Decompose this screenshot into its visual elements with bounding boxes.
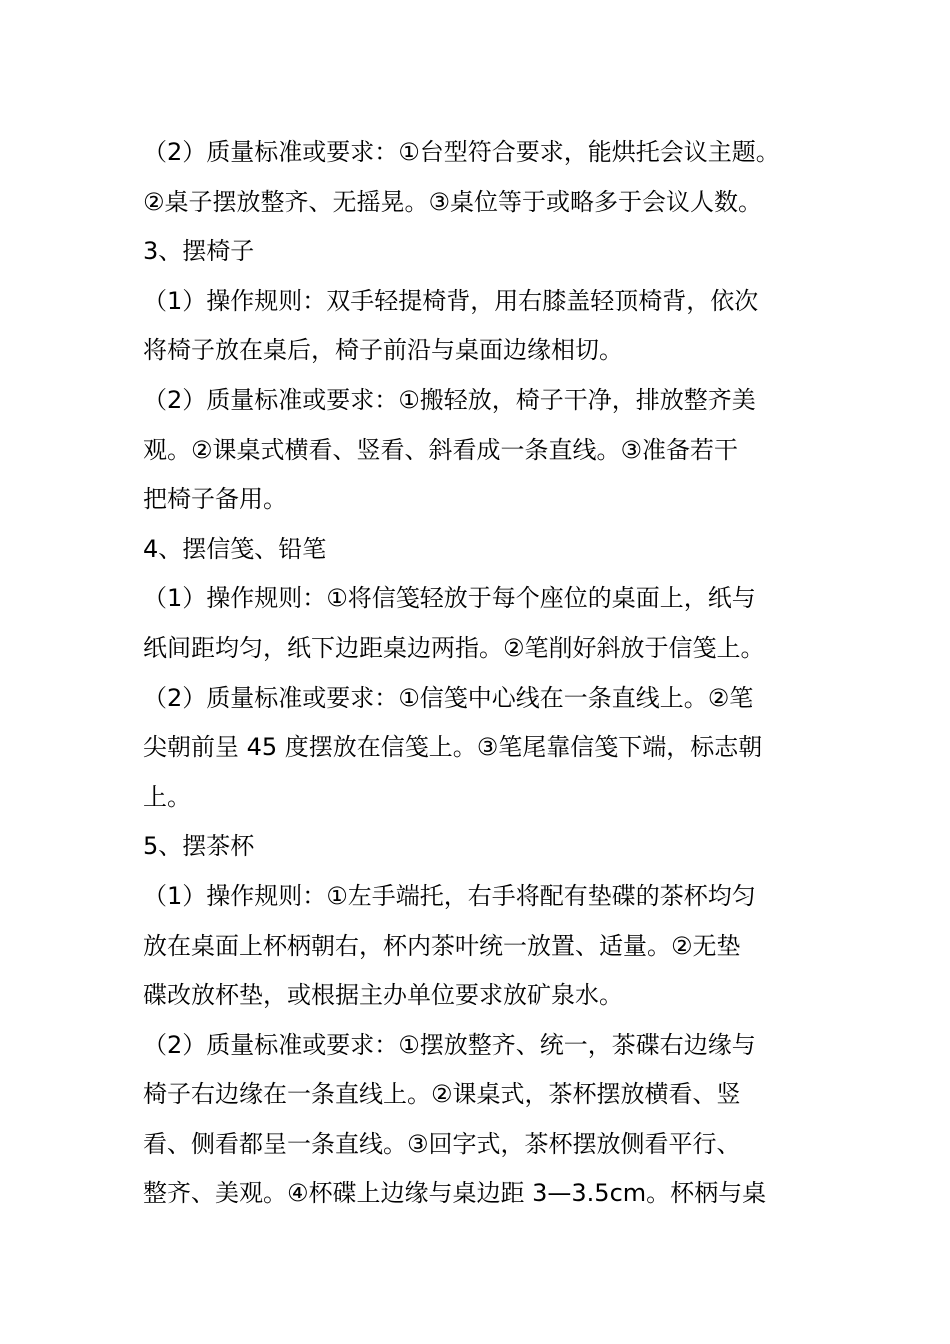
text-line: （2）质量标准或要求：①台型符合要求，能烘托会议主题。 (143, 138, 780, 166)
text-line: （2）质量标准或要求：①搬轻放，椅子干净，排放整齐美 (143, 385, 756, 414)
text-line: 碟改放杯垫，或根据主办单位要求放矿泉水。 (143, 981, 623, 1010)
text-line: 椅子右边缘在一条直线上。②课桌式，茶杯摆放横看、竖 (143, 1080, 741, 1109)
text-line: （1）操作规则：①左手端托，右手将配有垫碟的茶杯均匀 (143, 881, 756, 910)
text-line: （2）质量标准或要求：①信笺中心线在一条直线上。②笔 (143, 683, 754, 712)
document-body (143, 128, 813, 1219)
text-line: （1）操作规则：双手轻提椅背，用右膝盖轻顶椅背，依次 (143, 286, 759, 315)
text-line: 看、侧看都呈一条直线。③回字式，茶杯摆放侧看平行、 (143, 1129, 741, 1158)
section-heading: 5、摆茶杯 (143, 832, 255, 861)
section-heading: 3、摆椅子 (143, 237, 255, 266)
section-heading: 4、摆信笺、铅笔 (143, 534, 327, 563)
text-line: （1）操作规则：①将信笺轻放于每个座位的桌面上，纸与 (143, 584, 756, 613)
text-line: 把椅子备用。 (143, 485, 287, 514)
text-line: 上。 (143, 782, 191, 811)
text-line: ②桌子摆放整齐、无摇晃。③桌位等于或略多于会议人数。 (143, 187, 763, 216)
text-line: 纸间距均匀，纸下边距桌边两指。②笔削好斜放于信笺上。 (143, 633, 765, 662)
text-line: 尖朝前呈 45 度摆放在信笺上。③笔尾靠信笺下端，标志朝 (143, 733, 763, 762)
text-line: 整齐、美观。④杯碟上边缘与桌边距 3—3.5cm。杯柄与桌 (143, 1179, 767, 1208)
text-line: 观。②课桌式横看、竖看、斜看成一条直线。③准备若干 (143, 435, 739, 464)
text-line: （2）质量标准或要求：①摆放整齐、统一，茶碟右边缘与 (143, 1030, 756, 1059)
text-line: 放在桌面上杯柄朝右，杯内茶叶统一放置、适量。②无垫 (143, 931, 741, 960)
text-line: 将椅子放在桌后，椅子前沿与桌面边缘相切。 (143, 336, 623, 365)
